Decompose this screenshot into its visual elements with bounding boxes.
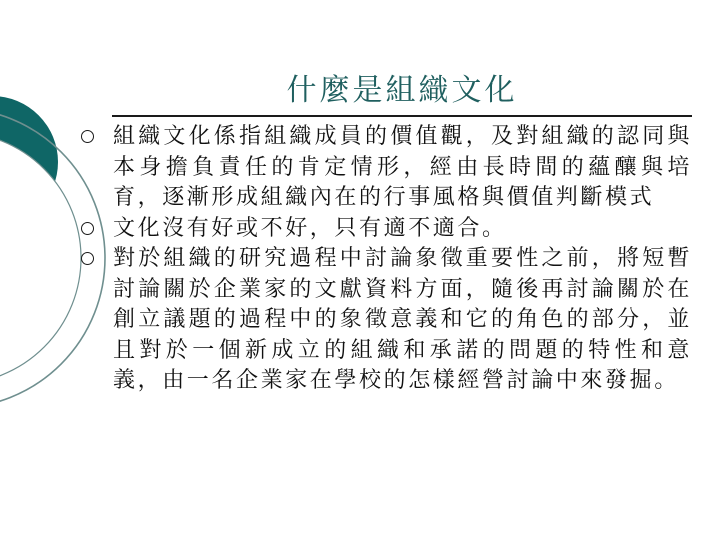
bullet-text: 文化沒有好或不好，只有適不適合。 <box>113 215 507 241</box>
bullet-text: 對於組織的研究過程中討論象徵重要性之前，將短暫討論關於企業家的文獻資料方面，隨後再討論關於在創立議題的過程中的象徵意義和它的角色的部分，並且對於一個新成立的組織和承諾的問題的特性和意義，由一名企業家在學校的怎樣經營討論中來發掘。 <box>113 246 692 393</box>
title-divider <box>112 115 692 117</box>
inner-white-circle <box>0 132 81 384</box>
bullet-text: 組織文化係指組織成員的價值觀，及對組織的認同與本身擔負責任的肯定情形，經由長時間的蘊釀與培育，逐漸形成組織內在的行事風格與價值判斷模式 <box>113 124 692 210</box>
hollow-circle-bullet-icon <box>81 130 94 143</box>
hollow-circle-bullet-icon <box>81 252 94 265</box>
hollow-circle-bullet-icon <box>81 222 94 235</box>
bullet-item <box>80 122 692 214</box>
bullet-item <box>80 244 692 397</box>
bullet-item <box>80 214 692 245</box>
bullet-list <box>80 122 692 397</box>
slide-title: 什麼是組織文化 <box>286 73 518 108</box>
